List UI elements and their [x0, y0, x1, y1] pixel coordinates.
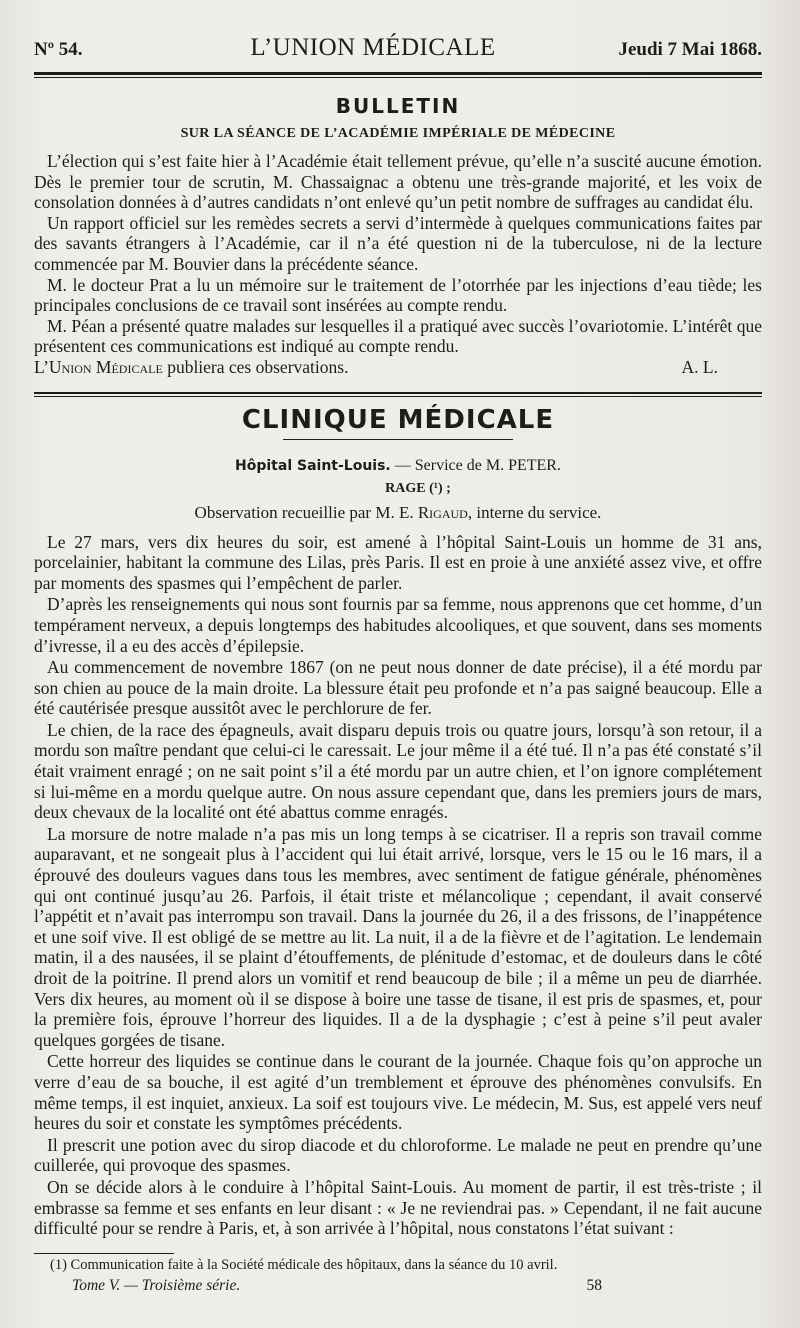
rage-heading	[34, 480, 762, 498]
clinique-title-rule	[283, 439, 513, 440]
issue-date: Jeudi 7 Mai 1868.	[618, 39, 762, 60]
bulletin-paragraph: L’élection qui s’est faite hier à l’Académie était tellement prévue, qu’elle n’a suscité aucune émotion. Dès le premier tour de scrutin, M. Chassaignac a obtenu une très-grande majorité, et les voix de consolation données à d’autres candidats n’ont enlevé qu’un petit nombre de suffrages au candidat élu.	[34, 151, 762, 213]
hospital-name: Hôpital Saint-Louis.	[235, 457, 391, 474]
page-number: 58	[586, 1276, 602, 1294]
clinique-title: CLINIQUE MÉDICALE	[241, 404, 555, 435]
bulletin-closing-line	[34, 357, 762, 378]
bulletin-paragraph: M. Péan a présenté quatre malades sur lesquelles il a pratiqué avec succès l’ovariotomie. L’intérêt que présentent ces communications est indiqué au compte rendu.	[34, 315, 762, 357]
observation-line	[34, 502, 762, 524]
footnote: (1) Communication faite à la Société médicale des hôpitaux, dans la séance du 10 avril.	[50, 1256, 558, 1273]
footnote-rule	[34, 1253, 174, 1254]
observation-prefix: Observation recueillie par M. E.	[194, 502, 418, 522]
clinique-paragraph: Il prescrit une potion avec du sirop diacode et du chloroforme. Le malade ne peut en prendre qu’une cuillerée, qui provoque des spasmes.	[34, 1134, 762, 1176]
bulletin-paragraph: M. le docteur Prat a lu un mémoire sur le traitement de l’otorrhée par les injections d’eau tiède; les principales conclusions de ce travail sont insérées au compte rendu.	[34, 274, 762, 316]
observation-suffix: , interne du service.	[467, 502, 602, 522]
page-footer	[34, 1277, 762, 1295]
clinique-paragraph: La morsure de notre malade n’a pas mis un long temps à se cicatriser. Il a repris son travail comme auparavant, et ne songeait plus à l’accident qui lui était arrivé, lorsque, vers le 15 ou le 16 mars, il a éprouvé des douleurs vagues dans tous les membres, avec sentiment de fatigue générale, phénomènes qui ont continué jusqu’au 26. Parfois, il était triste et mélancolique ; cependant, il avait conservé l’appétit et n’avait pas interrompu son travail. Dans la journée du 26, il a des frissons, de l’inappétence et une soif vive. Il est obligé de se mettre au lit. La nuit, il a de la fièvre et de l’agitation. Le lendemain matin, il a des nausées, il se plaint d’étouffements, de plénitude d’estomac, et de douleurs dans le côté droit de la poitrine. Il prend alors un vomitif et rend beaucoup de bile ; il a même un peu de diarrhée. Vers dix heures, au moment où il se dispose à boire une tasse de tisane, il est pris de spasmes, et, pour la première fois, éprouve l’horreur des liquides. Il a de la dysphagie ; c’est à peine s’il peut avaler quelques gorgées de tisane.	[34, 823, 762, 1050]
bulletin-paragraph: Un rapport officiel sur les remèdes secrets a servi d’intermède à quelques communications faites par des savants étrangers à l’Académie, car il n’a été question ni de la tuberculose, ni de la lecture commencée par M. Bouvier dans la précédente séance.	[34, 212, 762, 274]
closing-text: publiera ces observations.	[162, 356, 349, 377]
masthead-rule	[34, 72, 762, 75]
hospital-line	[34, 456, 762, 476]
clinique-body	[34, 532, 762, 1239]
clinique-paragraph: Le chien, de la race des épagneuls, avait disparu depuis trois ou quatre jours, lorsqu’à son retour, il a mordu son maître pendant que celui-ci le caressait. Le jour même il a été tué. Il n’a pas été constaté s’il était vraiment enragé ; on ne sait point s’il a été mordu par un autre chien, et l’on ignore complétement si lui-même en a mordu quelque autre. On nous assure cependant que, dans les premiers jours de mars, deux chevaux de la localité ont été abattus comme enragés.	[34, 719, 762, 823]
volume-info: Tome V. — Troisième série.	[72, 1276, 241, 1294]
observer-name: Rigaud	[417, 502, 468, 522]
clinique-paragraph: Le 27 mars, vers dix heures du soir, est amené à l’hôpital Saint-Louis un homme de 31 ans, porcelainier, habitant la commune des Lilas, près Paris. Il est en proie à une anxiété assez vive, et offre par moments des spasmes qui l’empêchent de parler.	[34, 531, 762, 593]
issue-number: Nº 54.	[34, 39, 83, 60]
masthead-rule-thin	[34, 77, 762, 78]
section-rule-thin	[34, 396, 762, 397]
masthead	[34, 34, 762, 64]
rage-title: RAGE	[385, 480, 426, 496]
signature: A. L.	[681, 356, 718, 377]
bulletin-subtitle: SUR LA SÉANCE DE L’ACADÉMIE IMPÉRIALE DE MÉDECINE	[180, 126, 616, 141]
clinique-paragraph: Cette horreur des liquides se continue dans le courant de la journée. Chaque fois qu’on approche un verre d’eau de sa bouche, il est agité d’un tremblement et éprouve des phénomènes convulsifs. En même temps, il est inquiet, anxieux. La soif est toujours vive. Le médecin, M. Sus, est appelé vers neuf heures du soir et constate les symptômes précédents.	[34, 1051, 762, 1134]
rage-note: (¹) ;	[425, 480, 451, 496]
section-rule	[34, 392, 762, 394]
journal-title: L’UNION MÉDICALE	[250, 34, 496, 61]
clinique-paragraph: Au commencement de novembre 1867 (on ne peut nous donner de date précise), il a été mordu par son chien au pouce de la main droite. La blessure était peu profonde et n’a pas saigné beaucoup. Elle a été cautérisée presque aussitôt avec le perchlorure de fer.	[34, 657, 762, 719]
clinique-paragraph: D’après les renseignements qui nous sont fournis par sa femme, nous apprenons que cet homme, d’un tempérament nerveux, a depuis longtemps des habitudes alcooliques, et que souvent, dans ses moments d’ivresse, il a eu des accès d’épilepsie.	[34, 594, 762, 656]
journal-name: L’Union Médicale	[34, 356, 163, 377]
clinique-paragraph: On se décide alors à le conduire à l’hôpital Saint-Louis. Au moment de partir, il est très-triste ; il embrasse sa femme et ses enfants en leur disant : « Je ne reviendrai pas. » Cependant, il ne fait aucune difficulté pour se rendre à Paris, et, à son arrivée à l’hôpital, nous constatons l’état suivant :	[34, 1176, 762, 1239]
bulletin-body	[34, 151, 762, 378]
service-name: — Service de M. PETER.	[390, 456, 561, 474]
bulletin-title: BULLETIN	[335, 94, 461, 118]
